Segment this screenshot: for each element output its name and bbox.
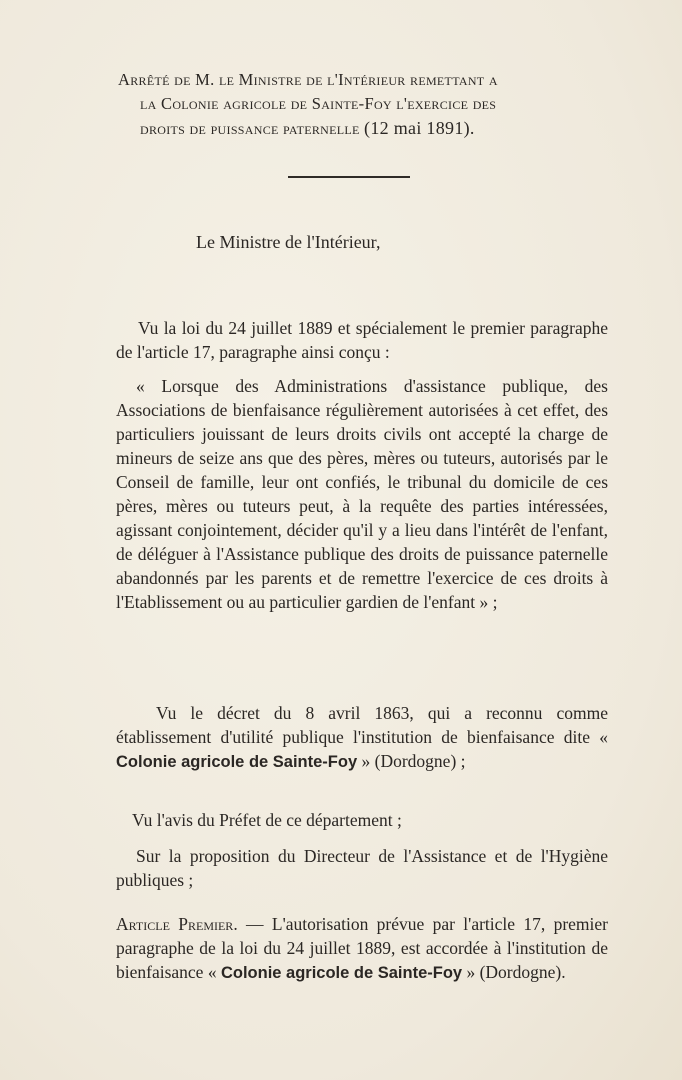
paragraph-proposal: Sur la proposition du Directeur de l'Assistance et de l'Hygiène publiques ; (116, 845, 608, 890)
p3-text-b: » (Dordogne) ; (357, 750, 466, 771)
article-text-a: — L'autorisation prévue par l'article 17, premier paragraphe de la loi du 24 juillet 1889, est accordée à l'institution de bienfaisance « (116, 913, 608, 982)
p3-institution: Colonie agricole de Sainte-Foy (116, 752, 358, 771)
article-text-b: » (Dordogne). (462, 961, 566, 982)
paragraph-decree-1863 (116, 701, 608, 774)
article-label: Article Premier. (116, 913, 238, 934)
section-divider (288, 176, 410, 178)
heading-line-2: la Colonie agricole de Sainte-Foy l'exercice des (140, 94, 497, 113)
paragraph-considering-law: Vu la loi du 24 juillet 1889 et spécialement le premier paragraphe de l'article 17, paragraphe ainsi conçu : (116, 317, 608, 362)
heading-line-3 (118, 116, 614, 141)
article-institution: Colonie agricole de Sainte-Foy (220, 963, 463, 982)
heading-line-3-text: droits de puissance paternelle (140, 119, 365, 138)
paragraph-law-quote: « Lorsque des Administrations d'assistance publique, des Associations de bienfaisance régulièrement autorisées à cet effet, des particuliers jouissant de leurs droits civils ont accepté la charge de mineurs de seize ans que des pères, mères ou tuteurs, autorisés par le Conseil de famille, leur ont confiés, le tribunal du domicile de ces pères, mères ou tuteurs peut, à la requête des parties intéressées, agissant conjointement, décider qu'il y a lieu dans l'intérêt de l'enfant, de déléguer à l'Assistance publique des droits de puissance paternelle abandonnés par les parents et de remettre l'exercice de ces droits à l'Etablissement ou au particulier gardien de l'enfant » ; (116, 375, 608, 612)
paragraph-article-premier (116, 912, 608, 985)
paragraph-prefect-opinion: Vu l'avis du Préfet de ce département ; (132, 809, 402, 830)
heading-line-1: Arrêté de M. le Ministre de l'Intérieur remettant a (118, 70, 498, 89)
heading-date: (12 mai 1891). (364, 118, 475, 138)
p3-text-a: Vu le décret du 8 avril 1863, qui a reconnu comme établissement d'utilité publique l'institution de bienfaisance dite « (116, 702, 608, 747)
decree-heading (118, 68, 614, 141)
minister-title: Le Ministre de l'Intérieur, (196, 232, 381, 252)
